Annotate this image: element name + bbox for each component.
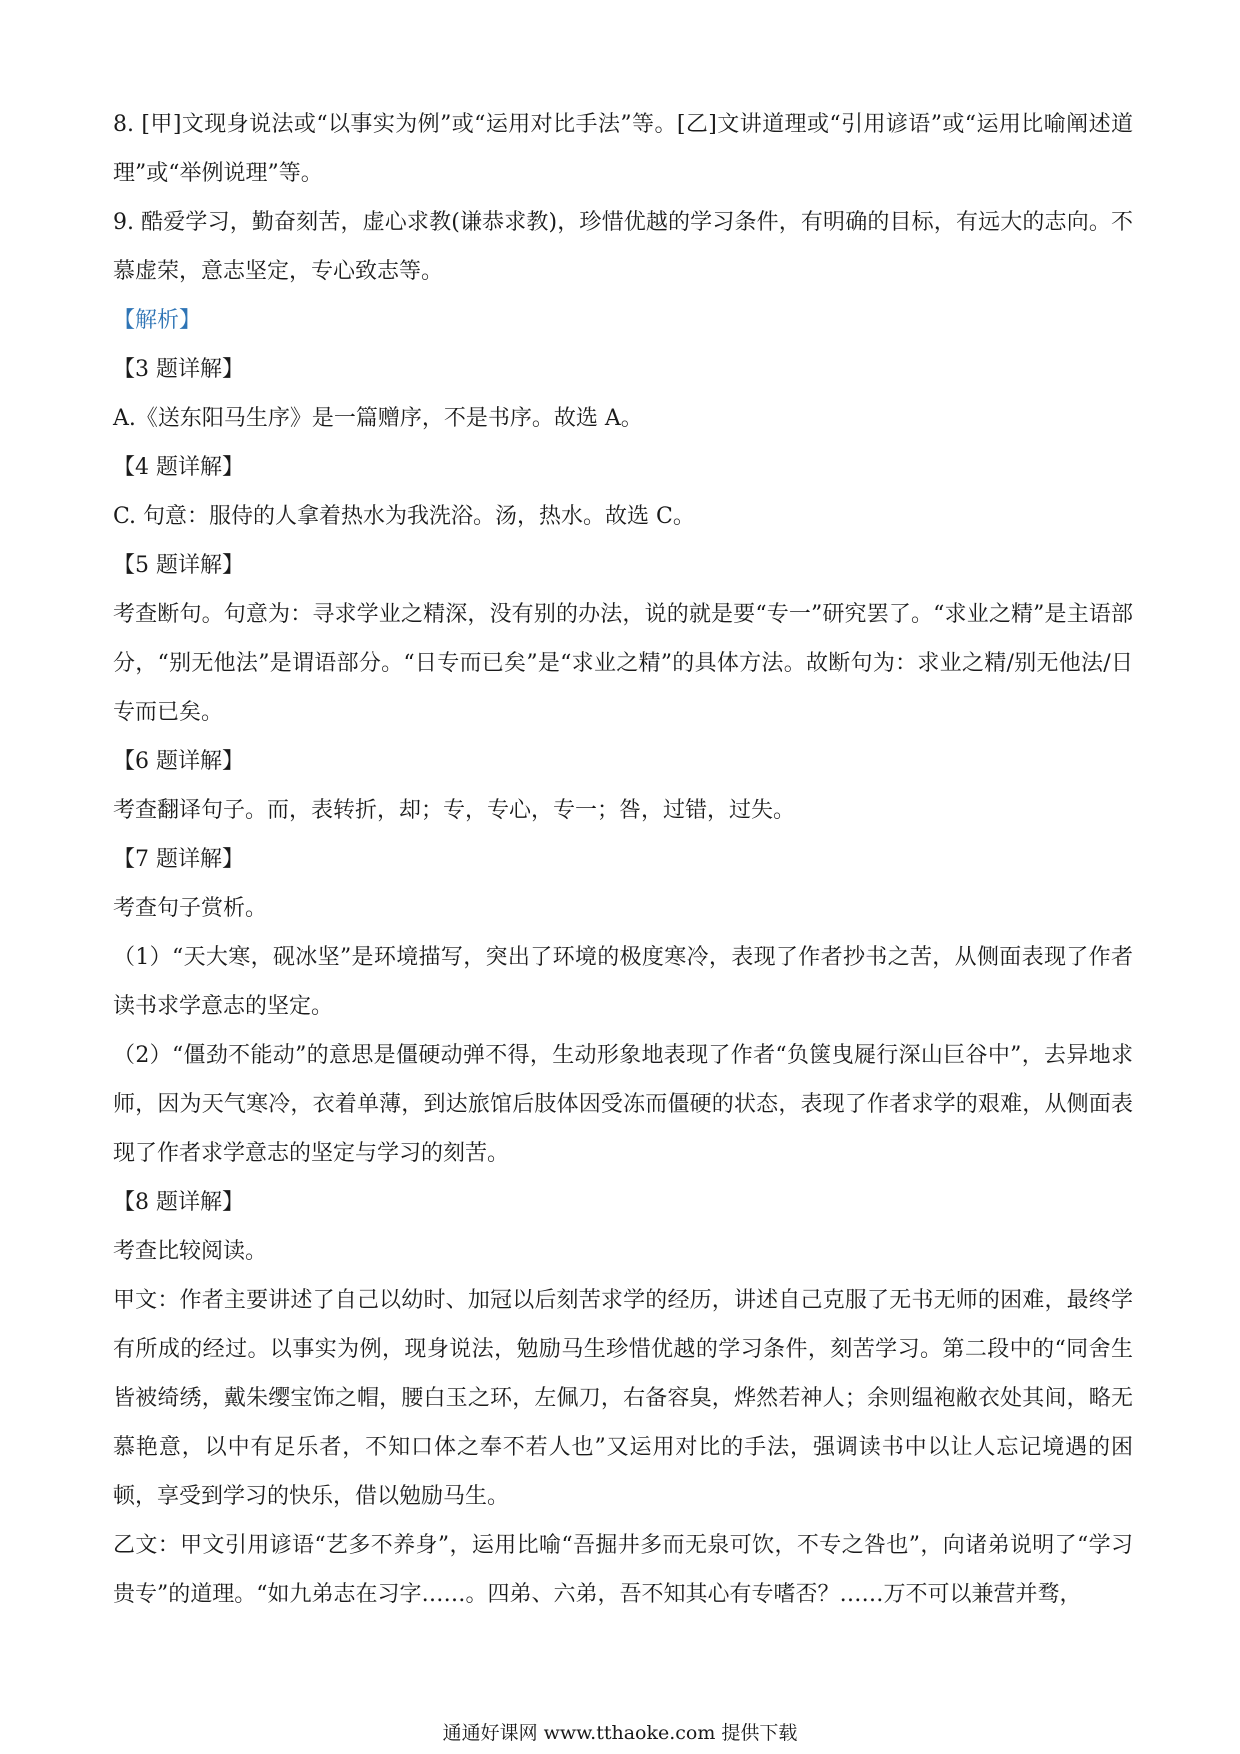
section-heading-8: 【8 题详解】 [113, 1190, 244, 1215]
section-5-text: 考查断句。句意为：寻求学业之精深，没有别的办法，说的就是要“专一”研究罢了。“求业之精”是主语部分，“别无他法”是谓语部分。“日专而已矣”是“求业之精”的具体方法。故断句为：求业之精/别无他法/日专而已矣。 [113, 602, 1133, 725]
section-4-text: C. 句意：服侍的人拿着热水为我洗浴。汤，热水。故选 C。 [113, 504, 695, 529]
section-heading-5: 【5 题详解】 [113, 553, 244, 578]
answer-9: 9. 酷爱学习，勤奋刻苦，虚心求教(谦恭求教)，珍惜优越的学习条件，有明确的目标，有远大的志向。不慕虚荣，意志坚定，专心致志等。 [113, 210, 1133, 284]
page-footer: 通通好课网 www.tthaoke.com 提供下载 [442, 1722, 798, 1744]
section-heading-3: 【3 题详解】 [113, 357, 244, 382]
section-8-text-jia: 甲文：作者主要讲述了自己以幼时、加冠以后刻苦求学的经历，讲述自己克服了无书无师的困难，最终学有所成的经过。以事实为例，现身说法，勉励马生珍惜优越的学习条件，刻苦学习。第二段中的“同舍生皆被绮绣，戴朱缨宝饰之帽，腰白玉之环，左佩刀，右备容臭，烨然若神人；余则缊袍敝衣处其间，略无慕艳意，以中有足乐者，不知口体之奉不若人也”又运用对比的手法，强调读书中以让人忘记境遇的困顿，享受到学习的快乐，借以勉励马生。 [113, 1288, 1133, 1509]
section-7-point-2: （2）“僵劲不能动”的意思是僵硬动弹不得，生动形象地表现了作者“负箧曳屣行深山巨谷中”，去异地求师，因为天气寒冷，衣着单薄，到达旅馆后肢体因受冻而僵硬的状态，表现了作者求学的艰难，从侧面表现了作者求学意志的坚定与学习的刻苦。 [113, 1043, 1133, 1166]
section-7-point-1: （1）“天大寒，砚冰坚”是环境描写，突出了环境的极度寒冷，表现了作者抄书之苦，从侧面表现了作者读书求学意志的坚定。 [113, 945, 1133, 1019]
section-8-text-yi: 乙文：甲文引用谚语“艺多不养身”，运用比喻“吾掘井多而无泉可饮，不专之咎也”，向诸弟说明了“学习贵专”的道理。“如九弟志在习字……。四弟、六弟，吾不知其心有专嗜否？……万不可以兼营并骛， [113, 1533, 1133, 1607]
document-body [113, 100, 1133, 1619]
section-heading-7: 【7 题详解】 [113, 847, 244, 872]
section-8-intro: 考查比较阅读。 [113, 1239, 268, 1264]
section-3-text: A.《送东阳马生序》是一篇赠序，不是书序。故选 A。 [113, 406, 643, 431]
section-7-intro: 考查句子赏析。 [113, 896, 268, 921]
section-6-text: 考查翻译句子。而，表转折，却；专，专心，专一；咎，过错，过失。 [113, 798, 796, 823]
section-heading-6: 【6 题详解】 [113, 749, 244, 774]
section-heading-4: 【4 题详解】 [113, 455, 244, 480]
answer-8: 8. [甲]文现身说法或“以事实为例”或“运用对比手法”等。[乙]文讲道理或“引用谚语”或“运用比喻阐述道理”或“举例说理”等。 [113, 112, 1133, 186]
analysis-label: 【解析】 [113, 308, 202, 333]
